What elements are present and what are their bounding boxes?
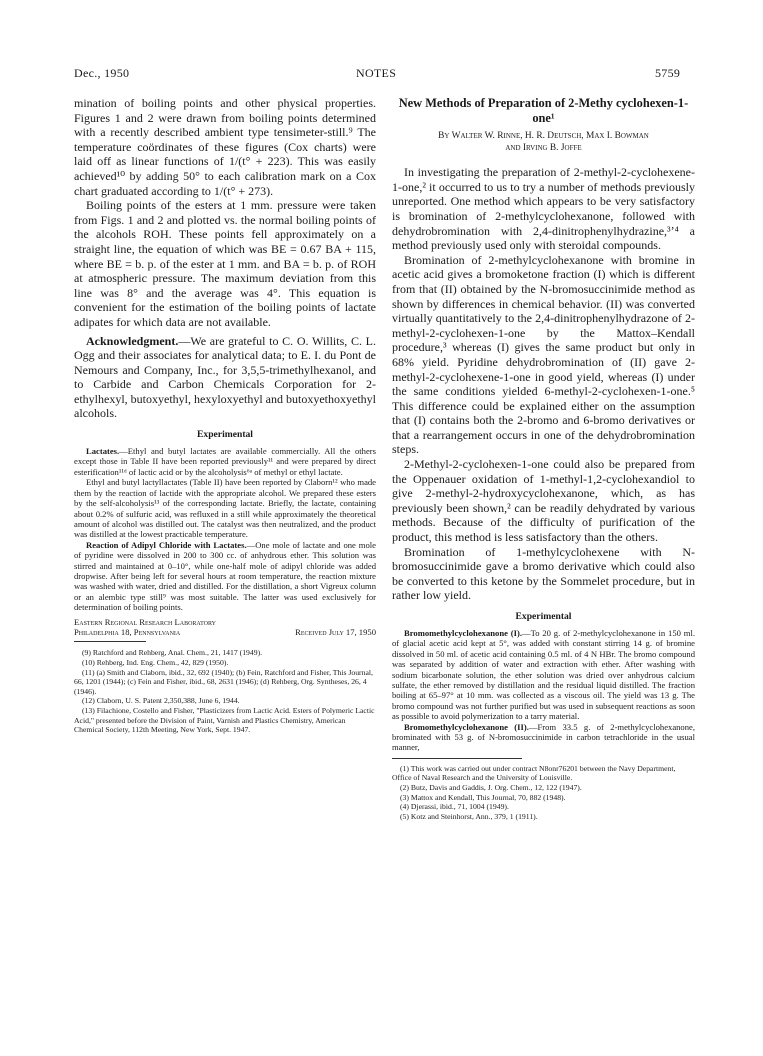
footnote-rule <box>392 758 522 759</box>
body-paragraph: Boiling points of the esters at 1 mm. pressure were taken from Figs. 1 and 2 and plotted vs. the normal boiling points of the alcohols ROH. These points fell approximately on a straight line, the equation of which was BE = 0.67 BA + 115, where BE = b. p. of the ester at 1 mm. and BA = b. p. of ROH at atmospheric pressure. The maximum deviation from this line was 8° and the average was 4°. This equation is convenient for the estimation of the boiling points of lactate adipates for which data are not available. <box>74 198 376 329</box>
subsection-text: —One mole of lactate and one mole of pyridine were dissolved in 200 to 300 cc. of anhydrous ether. This solution was stirred and maintained at 0–10°, while one-half mole of adipyl chloride was added dropwise. After being left for several hours at room temperature, the reaction mixture was washed with water, dried and distilled. For the distillation, a short Vigreux column or an alembic type still⁹ was most suitable. The latter was used exclusively for determination of boiling points. <box>74 539 376 613</box>
body-paragraph: mination of boiling points and other physical properties. Figures 1 and 2 were drawn from boiling points determined with a recently described ambient type tensimeter-still.⁹ The temperature coördinates of these figures (Cox charts) were laid off as linear functions of 1/(t° + 223). This was easily achieved¹⁰ by adding 50° to each calibration mark on a Cox chart graduated according to 1/(t° + 273). <box>74 96 376 198</box>
body-paragraph: In investigating the preparation of 2-methyl-2-cyclohexene-1-one,² it occurred to us to try a number of methods previously unreported. One method which appears to be very satisfactory is bromination of 2-methylcyclohexanone, followed with dehydrobromination with 2,4-dinitrophenylhydrazine,³ʼ⁴ a method previously used only with steroidal compounds. <box>392 165 695 253</box>
article-title: New Methods of Preparation of 2-Methy cyclohexen-1-one¹ <box>398 96 689 125</box>
footnote: (5) Kotz and Steinhorst, Ann., 379, 1 (1911). <box>400 811 538 821</box>
subsection-heading: Reaction of Adipyl Chloride with Lactates. <box>86 539 247 550</box>
received-date: Received July 17, 1950 <box>295 626 376 637</box>
footnote-rule <box>74 641 146 642</box>
body-paragraph: Bromination of 2-methylcyclohexanone with bromine in acetic acid gives a bromoketone fraction (I) which is different from that (II) obtained by the N-bromosuccinimide method as shown by differences in chemical behavior. (II) was converted virtually quantitatively to the 2,4-dinitrophenylhydrazone of 2-methyl-2-cyclohexen-1-one by the Mattox–Kendall procedure,³ whereas (I) gives the same product but only in 68% yield. Pyridine dehydrobromination of (II) gave 2-methyl-2-cyclohexene-1-one in good yield, whereas (I) under the same conditions yielded 6-methyl-2-cyclohexen-1-one.⁵ This difference could be explained either on the assumption that (I) contains both the 2-bromo and 6-bromo derivatives or that a rearrangement occurs in one of the dehydrobromination steps. <box>392 252 695 457</box>
footnote: (1) This work was carried out under contract N8onr76201 between the Navy Department, Office of Naval Research and the University of Louisville. <box>392 763 676 783</box>
footnote: (10) Rehberg, Ind. Eng. Chem., 42, 829 (1950). <box>82 657 229 667</box>
subsection-heading: Bromomethylcyclohexanone (I). <box>404 628 522 638</box>
footnote: (12) Claborn, U. S. Patent 2,350,388, June 6, 1944. <box>82 696 240 706</box>
subsection-text: —From 33.5 g. of 2-methylcyclohexanone, brominated with 53 g. of N-bromosuccinimide in carbon tetrachloride in the usual manner, <box>392 721 695 753</box>
experimental-heading: Experimental <box>197 429 253 441</box>
footnote: (13) Filachione, Costello and Fisher, "Plasticizers from Lactic Acid. Esters of Polymeric Lactic Acid," presented before the Division of Paint, Varnish and Plastics Chemistry, American Chemical Society, 112th Meeting, New York, Sept. 1947. <box>74 705 375 735</box>
author-line: By Walter W. Rinne, H. R. Deutsch, Max I. Bowman <box>438 131 649 142</box>
experimental-heading: Experimental <box>515 611 572 622</box>
footnote: (9) Ratchford and Rehberg, Anal. Chem., 21, 1417 (1949). <box>82 648 263 658</box>
footnote: (11) (a) Smith and Claborn, ibid., 32, 692 (1940); (b) Fein, Ratchford and Fisher, This Journal, 66, 1201 (1944); (c) Fein and Fisher, ibid., 68, 2631 (1946); (d) Rehberg, Org. Syntheses, 26, 4 (1946). <box>74 667 373 696</box>
footnote: (3) Mattox and Kendall, This Journal, 70, 882 (1948). <box>400 792 566 802</box>
subsection-text: —Ethyl and butyl lactates are available commercially. All the others except those in Table II have been reported previously¹¹ and were prepared by direct esterification¹¹ᵈ of lactic acid or by the alcoholysis⁶ᵃ of methyl or ethyl lactate. <box>74 446 376 477</box>
affiliation-lab: Eastern Regional Research Laboratory <box>74 616 216 627</box>
right-column <box>392 96 695 821</box>
subsection-text: —To 20 g. of 2-methylcyclohexanone in 150 ml. of glacial acetic acid kept at 5°, was added with constant stirring 14 g. of bromine dissolved in 50 ml. of acetic acid containing 0.5 ml. of 4 N HBr. The bromo compound was separated by addition of water and extraction with ether. After washing with sodium bicarbonate solution, the ether solution was dried over anhydrous calcium sulfate, the ether removed by distillation and the residual liquid distilled. The fraction boiling at 65–97° at 10 mm. was collected as a viscous oil. The yield was 13 g. The bromo compound was not further purified but was used in subsequent reactions as soon as possible to avoid polymerization to a tarry material. <box>392 628 696 722</box>
page-number: 5759 <box>655 66 681 80</box>
ack-heading: Acknowledgment. <box>86 333 179 348</box>
affiliation-city: Philadelphia 18, Pennsylvania <box>74 626 181 637</box>
body-paragraph: Bromination of 1-methylcyclohexene with N-bromosuccinimide gave a bromo derivative which could also be converted to this ketone by the Sommelet procedure, but in rather low yield. <box>392 544 695 603</box>
body-paragraph: Ethyl and butyl lactyllactates (Table II) have been reported by Claborn¹² who made them by the reaction of lactide with the appropriate alcohol. We prepared these esters by the self-alcoholysis¹³ of the corresponding lactate. Briefly, the lactate, containing about 0.2% of sulfuric acid, was refluxed in a still while approximately the theoretical amount of alcohol was distilled out. The catalyst was then neutralized, and the product was distilled at the lowest practicable temperature. <box>74 477 376 540</box>
author-line: and Irving B. Joffe <box>505 142 582 153</box>
left-column <box>74 96 376 735</box>
ack-text: —We are grateful to C. O. Willits, C. L. Ogg and their associates for analytical data; to E. I. du Pont de Nemours and Company, Inc., for 3,5,5-trimethylhexanol, and to Carbide and Carbon Chemicals Corporation for 2-ethylhexyl, butoxyethyl, hexyloxyethyl and butoxyethoxyethyl alcohols. <box>74 333 376 421</box>
footnote: (4) Djerassi, ibid., 71, 1004 (1949). <box>400 802 509 812</box>
subsection-heading: Bromomethylcyclohexanone (II). <box>404 721 529 732</box>
running-header-section: NOTES <box>356 66 397 80</box>
running-header-date: Dec., 1950 <box>74 66 130 80</box>
body-paragraph: 2-Methyl-2-cyclohexen-1-one could also be prepared from the Oppenauer oxidation of 1-methyl-1,2-cyclohexandiol to give 2-methyl-2-hydroxycyclohexanone, which, as has previously been shown,² can be readily dehydrated by various methods. Because of the difficulty of purification of the product, this method is less satisfactory than the others. <box>392 457 695 545</box>
subsection-heading: Lactates. <box>86 446 120 457</box>
footnote: (2) Butz, Davis and Gaddis, J. Org. Chem., 12, 122 (1947). <box>400 783 582 793</box>
